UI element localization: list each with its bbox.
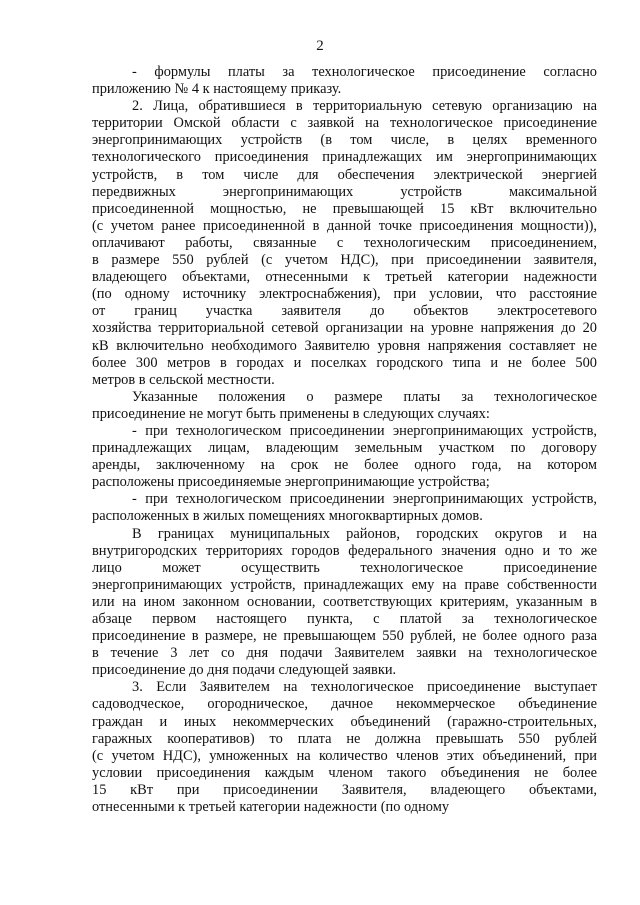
text-line: условии присоединения каждым членом такого объединения не более bbox=[92, 764, 597, 781]
text-line: в размере 550 рублей (с учетом НДС), при присоединении заявителя, bbox=[92, 252, 597, 269]
text-line: расположенных в жилых помещениях многоквартирных домов. bbox=[92, 508, 483, 525]
page-number: 2 bbox=[316, 38, 324, 54]
text-line: от границ участка заявителя до объектов электросетевого bbox=[92, 303, 597, 320]
text-line: присоединение до дня подачи следующей заявки. bbox=[92, 662, 397, 679]
text-line: внутригородских территориях городов федерального значения одно и то же bbox=[92, 542, 597, 559]
text-line: 2. Лица, обратившиеся в территориальную сетевую организацию на bbox=[132, 98, 597, 115]
text-line: присоединение не могут быть применены в следующих случаях: bbox=[92, 405, 490, 422]
paragraph bbox=[92, 526, 597, 680]
paragraph bbox=[92, 98, 597, 389]
text-line: гаражных кооперативов) то плата не должна превышать 550 рублей bbox=[92, 730, 597, 747]
paragraph bbox=[92, 64, 597, 98]
text-line: устройств, в том числе для обеспечения электрической энергией bbox=[92, 166, 597, 183]
text-line: 3. Если Заявителем на технологическое присоединение выступает bbox=[132, 679, 597, 696]
text-line: (с учетом ранее присоединенной в данной точке присоединения мощности)), bbox=[92, 217, 597, 234]
text-line: 15 кВт при присоединении Заявителя, владеющего объектами, bbox=[92, 781, 597, 798]
text-line: более 300 метров в городах и поселках городского типа и не более 500 bbox=[92, 354, 597, 371]
text-line: (с учетом НДС), умноженных на количество членов этих объединений, при bbox=[92, 747, 597, 764]
text-line: расположены присоединяемые энергопринимающие устройства; bbox=[92, 474, 490, 491]
text-line: (по одному источнику электроснабжения), при условии, что расстояние bbox=[92, 286, 597, 303]
text-line: присоединенной мощностью, не превышающей 15 кВт включительно bbox=[92, 200, 597, 217]
text-line: технологического присоединения принадлежащих им энергопринимающих bbox=[92, 149, 597, 166]
text-line: граждан и иных некоммерческих объединений (гаражно-строительных, bbox=[92, 713, 597, 730]
text-line: - при технологическом присоединении энергопринимающих устройств, bbox=[132, 491, 597, 508]
text-line: отнесенными к третьей категории надежности (по одному bbox=[92, 799, 450, 816]
text-line: в течение 3 лет со дня подачи Заявителем заявки на технологическое bbox=[92, 645, 597, 662]
text-line: присоединение в размере, не превышающем 550 рублей, не более одного раза bbox=[92, 628, 597, 645]
text-line: передвижных энергопринимающих устройств максимальной bbox=[92, 183, 597, 200]
text-line: лицо может осуществить технологическое присоединение bbox=[92, 559, 597, 576]
text-line: территории Омской области с заявкой на технологическое присоединение bbox=[92, 115, 597, 132]
text-line: принадлежащих лицам, владеющим земельным участком по договору bbox=[92, 440, 597, 457]
text-line: - формулы платы за технологическое присоединение согласно bbox=[132, 64, 597, 80]
text-line: метров в сельской местности. bbox=[92, 371, 275, 388]
text-line: Указанные положения о размере платы за технологическое bbox=[132, 388, 597, 405]
text-line: или на ином законном основании, соответствующих критериям, указанным в bbox=[92, 593, 597, 610]
paragraph bbox=[92, 423, 597, 491]
document-body bbox=[92, 64, 597, 816]
text-line: садоводческое, огородническое, дачное некоммерческое объединение bbox=[92, 696, 597, 713]
text-line: В границах муниципальных районов, городских округов и на bbox=[132, 525, 597, 542]
paragraph bbox=[92, 389, 597, 423]
text-line: хозяйства территориальной сетевой организации на уровне напряжения до 20 bbox=[92, 320, 597, 337]
text-line: кВ включительно необходимого Заявителю уровня напряжения составляет не bbox=[92, 337, 597, 354]
text-line: аренды, заключенному на срок не более одного года, на котором bbox=[92, 457, 597, 474]
text-line: владеющего объектами, отнесенными к третьей категории надежности bbox=[92, 269, 597, 286]
text-line: абзаце первом настоящего пункта, с платой за технологическое bbox=[92, 611, 597, 627]
text-line: - при технологическом присоединении энергопринимающих устройств, bbox=[132, 422, 597, 439]
text-line: энергопринимающих устройств (в том числе, в целях временного bbox=[92, 132, 597, 149]
text-line: оплачивают работы, связанные с технологическим присоединением, bbox=[92, 234, 597, 251]
text-line: энергопринимающих устройств, принадлежащих ему на праве собственности bbox=[92, 576, 597, 593]
paragraph bbox=[92, 679, 597, 816]
text-line: приложению № 4 к настоящему приказу. bbox=[92, 81, 342, 98]
paragraph bbox=[92, 491, 597, 525]
